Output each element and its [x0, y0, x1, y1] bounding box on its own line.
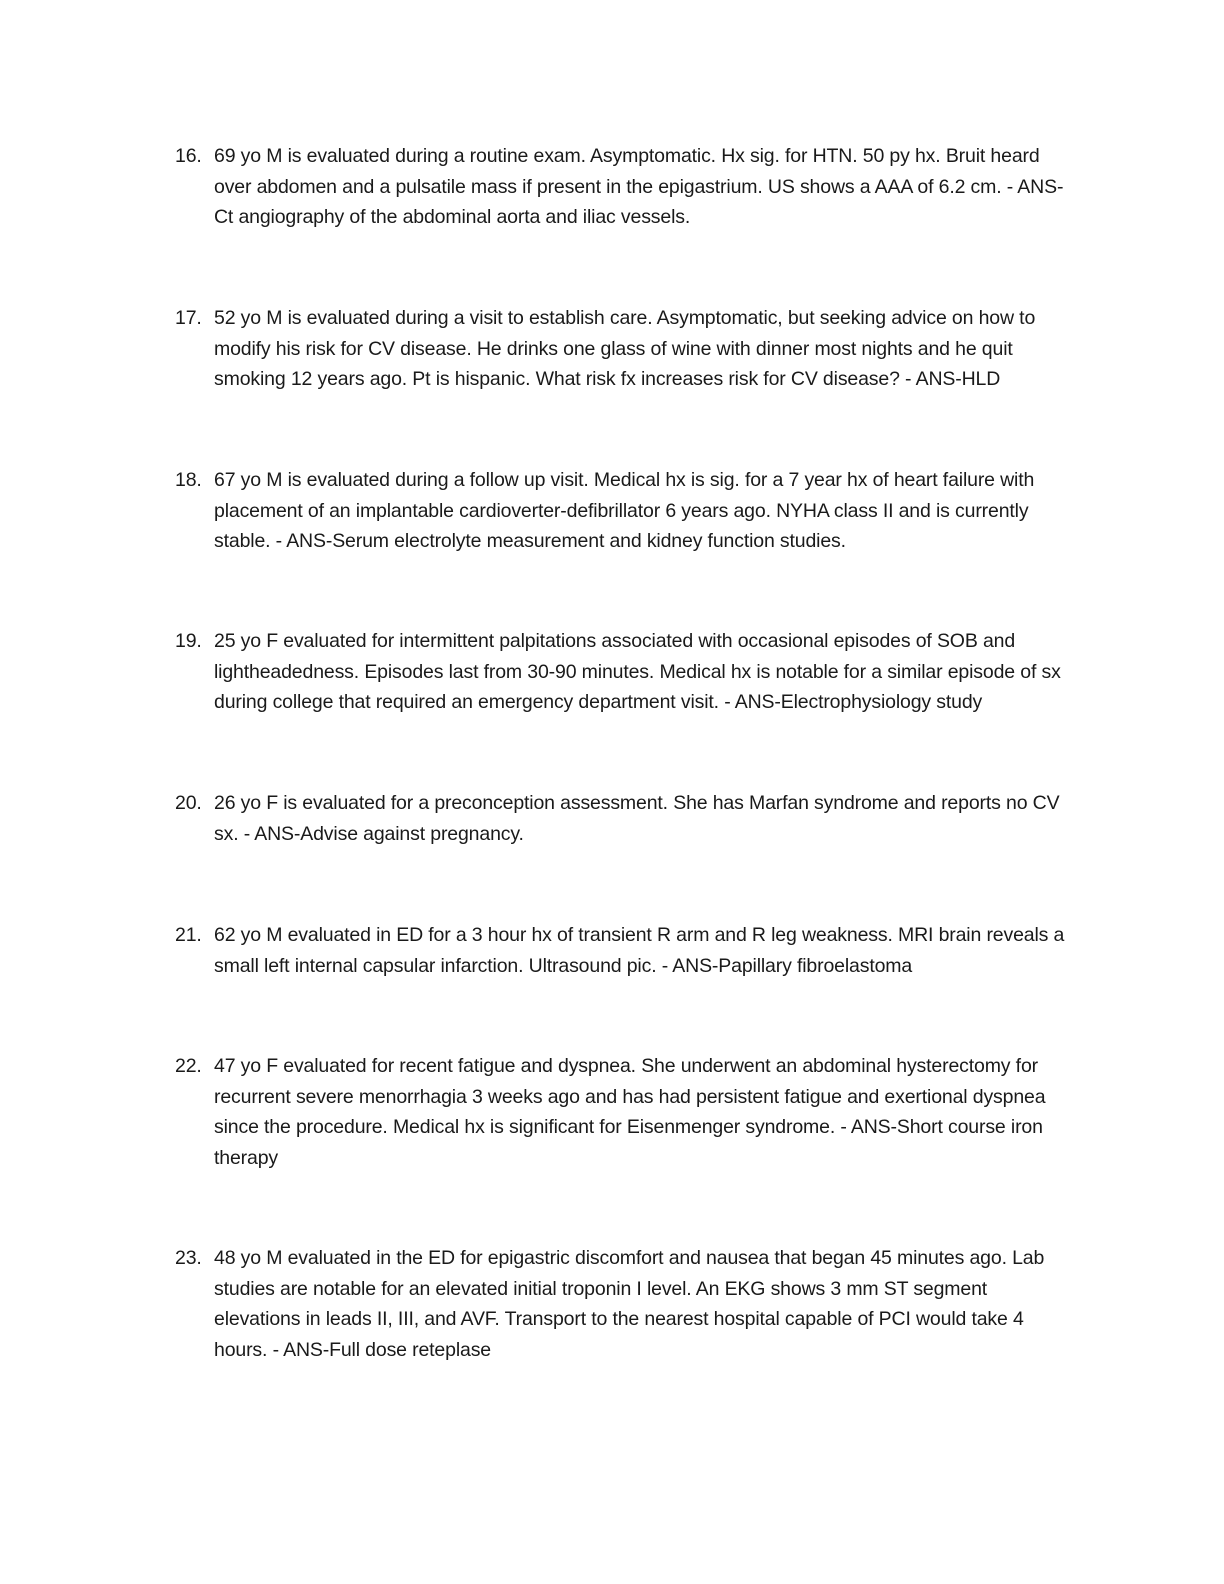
question-number: 21. [175, 924, 202, 946]
question-item-20 [175, 788, 1075, 849]
question-number: 20. [175, 792, 202, 814]
question-item-17 [175, 303, 1075, 395]
question-number: 16. [175, 145, 202, 167]
question-item-16 [175, 141, 1075, 233]
question-text: 67 yo M is evaluated during a follow up visit. Medical hx is sig. for a 7 year hx of heart failure with placement of an implantable cardioverter-defibrillator 6 years ago. NYHA class II and is currently stable. - ANS-Serum electrolyte measurement and kidney function studies. [214, 469, 1035, 552]
question-text: 26 yo F is evaluated for a preconception assessment. She has Marfan syndrome and reports no CV sx. - ANS-Advise against pregnancy. [214, 792, 1060, 845]
question-number: 17. [175, 307, 202, 329]
question-number: 19. [175, 630, 202, 652]
question-text: 25 yo F evaluated for intermittent palpitations associated with occasional episodes of SOB and lightheadedness. Episodes last from 30-90 minutes. Medical hx is notable for a similar episode of sx during college that required an emergency department visit. - ANS-Electrophysiology study [214, 630, 1061, 713]
question-number: 23. [175, 1247, 202, 1269]
question-number: 22. [175, 1055, 202, 1077]
question-item-18 [175, 465, 1075, 557]
question-text: 48 yo M evaluated in the ED for epigastric discomfort and nausea that began 45 minutes ago. Lab studies are notable for an elevated initial troponin I level. An EKG shows 3 mm ST segment elevations in leads II, III, and AVF. Transport to the nearest hospital capable of PCI would take 4 hours. - ANS-Full dose reteplase [214, 1247, 1045, 1361]
question-text: 52 yo M is evaluated during a visit to establish care. Asymptomatic, but seeking advice on how to modify his risk for CV disease. He drinks one glass of wine with dinner most nights and he quit smoking 12 years ago. Pt is hispanic. What risk fx increases risk for CV disease? - ANS-HLD [214, 307, 1036, 390]
question-item-21 [175, 920, 1075, 981]
question-item-22 [175, 1051, 1075, 1173]
question-text: 47 yo F evaluated for recent fatigue and dyspnea. She underwent an abdominal hysterectomy for recurrent severe menorrhagia 3 weeks ago and has had persistent fatigue and exertional dyspnea since the procedure. Medical hx is significant for Eisenmenger syndrome. - ANS-Short course iron therapy [214, 1055, 1046, 1169]
question-item-19 [175, 626, 1075, 718]
question-number: 18. [175, 469, 202, 491]
question-item-23 [175, 1243, 1075, 1365]
question-text: 69 yo M is evaluated during a routine exam. Asymptomatic. Hx sig. for HTN. 50 py hx. Bruit heard over abdomen and a pulsatile mass if present in the epigastrium. US shows a AAA of 6.2 cm. - ANS-Ct angiography of the abdominal aorta and iliac vessels. [214, 145, 1064, 228]
question-text: 62 yo M evaluated in ED for a 3 hour hx of transient R arm and R leg weakness. MRI brain reveals a small left internal capsular infarction. Ultrasound pic. - ANS-Papillary fibroelastoma [214, 924, 1065, 977]
